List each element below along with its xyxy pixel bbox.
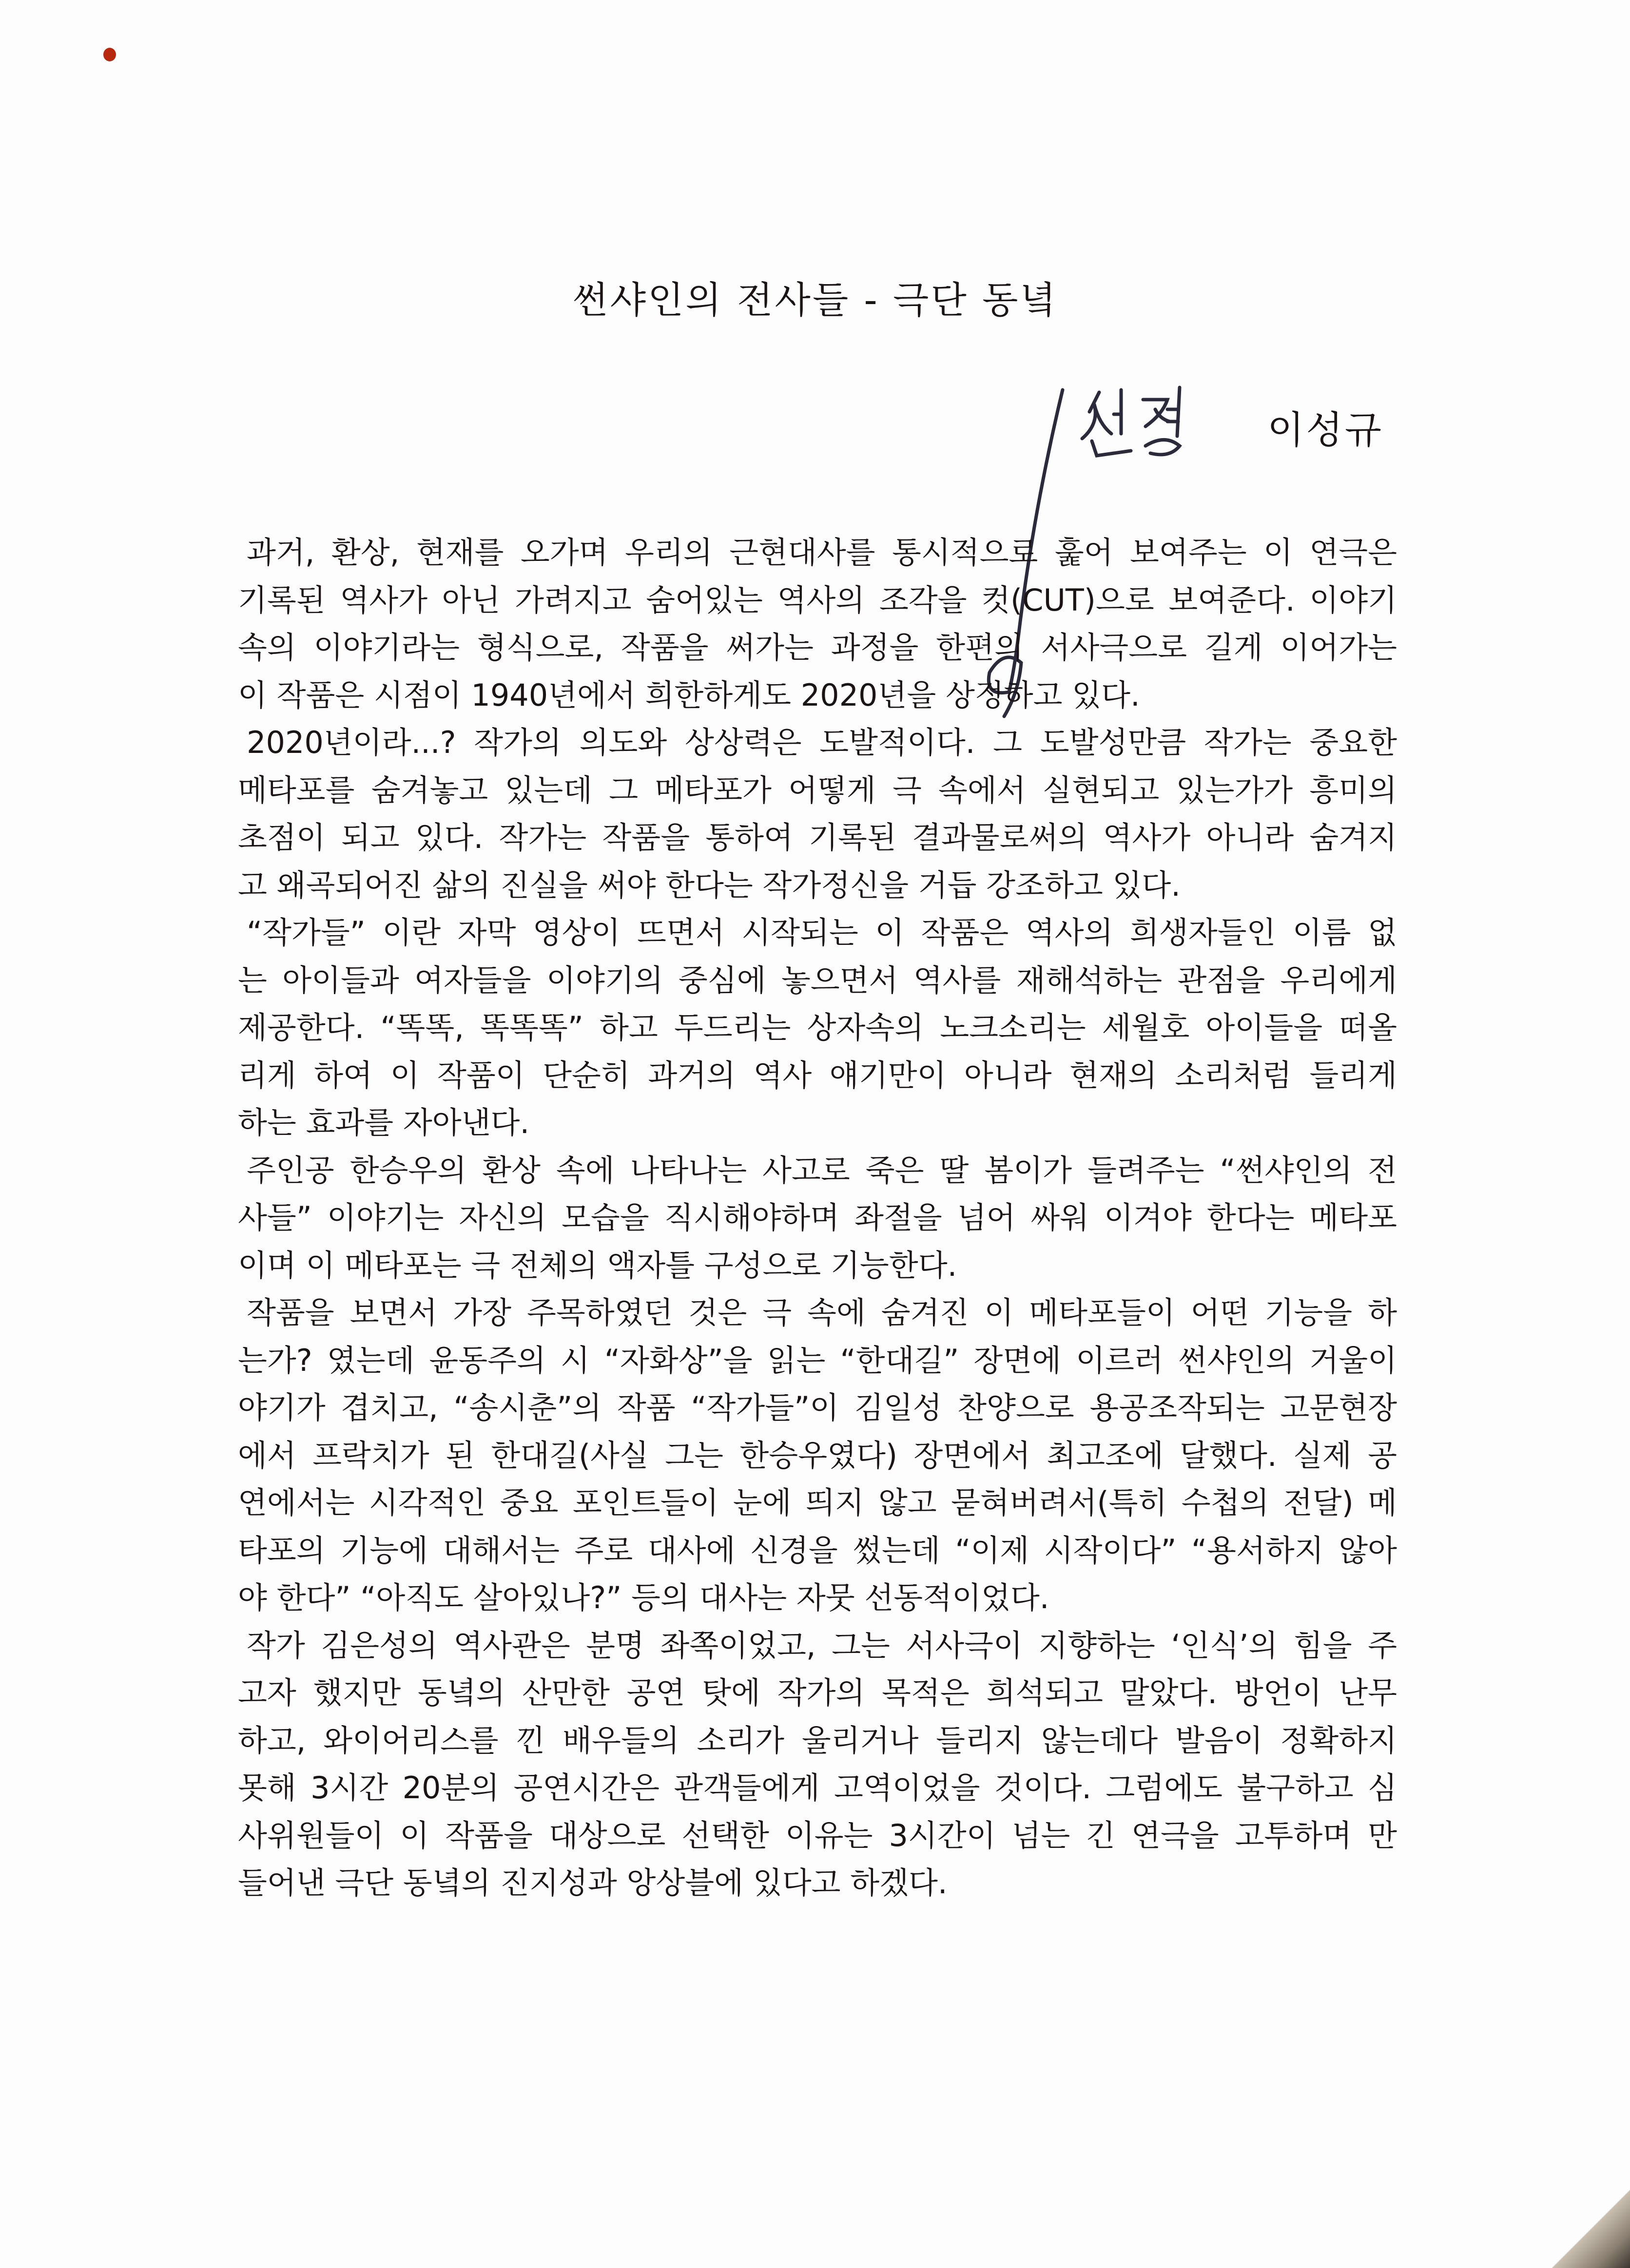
text-line: 사위원들이 이 작품을 대상으로 선택한 이유는 3시간이 넘는 긴 연극을 고투하며 만 bbox=[238, 1817, 1397, 1853]
paragraph-4 bbox=[238, 1147, 1397, 1289]
text-line: 고자 했지만 동녘의 산만한 공연 탓에 작가의 목적은 희석되고 말았다. 방언이 난무 bbox=[238, 1675, 1397, 1711]
page-title: 썬샤인의 전사들 - 극단 동녘 bbox=[572, 278, 1058, 322]
text-line: 는가? 였는데 윤동주의 시 “자화상”을 읽는 “한대길” 장면에 이르러 썬샤인의 거울이 bbox=[238, 1342, 1397, 1378]
text-line: 야기가 겹치고, “송시춘”의 작품 “작가들”이 김일성 찬양으로 용공조작되는 고문현장 bbox=[238, 1390, 1397, 1425]
text-line: 야 한다” “아직도 살아있나?” 등의 대사는 자뭇 선동적이었다. bbox=[238, 1580, 1049, 1615]
paragraph-1 bbox=[238, 529, 1397, 719]
paragraph-2 bbox=[238, 719, 1397, 909]
text-line: 이며 이 메타포는 극 전체의 액자틀 구성으로 기능한다. bbox=[238, 1247, 957, 1283]
text-line: 기록된 역사가 아닌 가려지고 숨어있는 역사의 조각을 컷(CUT)으로 보여준다. 이야기 bbox=[238, 582, 1397, 618]
text-line: 에서 프락치가 된 한대길(사실 그는 한승우였다) 장면에서 최고조에 달했다. 실제 공 bbox=[238, 1437, 1397, 1473]
text-line: “작가들” 이란 자막 영상이 뜨면서 시작되는 이 작품은 역사의 희생자들인 이름 없 bbox=[247, 915, 1397, 950]
text-line: 는 아이들과 여자들을 이야기의 중심에 놓으면서 역사를 재해석하는 관점을 우리에게 bbox=[238, 962, 1397, 998]
text-line: 연에서는 시각적인 중요 포인트들이 눈에 띄지 않고 묻혀버려서(특히 수첩의 전달) 메 bbox=[238, 1485, 1397, 1520]
text-line: 2020년이라...? 작가의 의도와 상상력은 도발적이다. 그 도발성만큼 작가는 중요한 bbox=[247, 725, 1397, 760]
text-line: 주인공 한승우의 환상 속에 나타나는 사고로 죽은 딸 봄이가 들려주는 “썬샤인의 전 bbox=[247, 1152, 1397, 1188]
page-corner-wear bbox=[1552, 2171, 1630, 2268]
signature-stroke-2 bbox=[1143, 387, 1180, 455]
text-line: 하는 효과를 자아낸다. bbox=[238, 1105, 530, 1140]
paragraph-5 bbox=[238, 1289, 1397, 1622]
article-body bbox=[238, 529, 1397, 1907]
text-line: 고 왜곡되어진 삶의 진실을 써야 한다는 작가정신을 거듭 강조하고 있다. bbox=[238, 867, 1181, 903]
text-line: 못해 3시간 20분의 공연시간은 관객들에게 고역이었을 것이다. 그럼에도 불구하고 심 bbox=[238, 1770, 1397, 1806]
text-line: 제공한다. “똑똑, 똑똑똑” 하고 두드리는 상자속의 노크소리는 세월호 아이들을 떠올 bbox=[238, 1010, 1397, 1045]
text-line: 작품을 보면서 가장 주목하였던 것은 극 속에 숨겨진 이 메타포들이 어떤 기능을 하 bbox=[247, 1295, 1397, 1330]
text-line: 사들” 이야기는 자신의 모습을 직시해야하며 좌절을 넘어 싸워 이겨야 한다는 메타포 bbox=[238, 1200, 1397, 1235]
text-line: 작가 김은성의 역사관은 분명 좌쪽이었고, 그는 서사극이 지향하는 ‘인식’의 힘을 주 bbox=[247, 1627, 1397, 1663]
text-line: 과거, 환상, 현재를 오가며 우리의 근현대사를 통시적으로 훑어 보여주는 이 연극은 bbox=[247, 535, 1397, 570]
text-line: 리게 하여 이 작품이 단순히 과거의 역사 얘기만이 아니라 현재의 소리처럼 들리게 bbox=[238, 1057, 1397, 1093]
text-line: 속의 이야기라는 형식으로, 작품을 써가는 과정을 한편의 서사극으로 길게 이어가는 bbox=[238, 630, 1397, 665]
signature-stroke-1 bbox=[1082, 390, 1131, 456]
text-line: 타포의 기능에 대해서는 주로 대사에 신경을 썼는데 “이제 시작이다” “용서하지 않아 bbox=[238, 1532, 1397, 1568]
text-line: 이 작품은 시점이 1940년에서 희한하게도 2020년을 상정하고 있다. bbox=[238, 677, 1140, 713]
paragraph-3 bbox=[238, 909, 1397, 1147]
ink-stain bbox=[103, 48, 116, 61]
paragraph-6 bbox=[238, 1622, 1397, 1907]
text-line: 메타포를 숨겨놓고 있는데 그 메타포가 어떻게 극 속에서 실현되고 있는가가 흥미의 bbox=[238, 772, 1397, 808]
text-line: 하고, 와이어리스를 낀 배우들의 소리가 울리거나 들리지 않는데다 발음이 정확하지 bbox=[238, 1722, 1397, 1758]
text-line: 초점이 되고 있다. 작가는 작품을 통하여 기록된 결과물로써의 역사가 아니라 숨겨지 bbox=[238, 820, 1397, 855]
text-line: 들어낸 극단 동녘의 진지성과 앙상블에 있다고 하겠다. bbox=[238, 1865, 948, 1901]
author-name: 이성규 bbox=[1267, 408, 1384, 452]
